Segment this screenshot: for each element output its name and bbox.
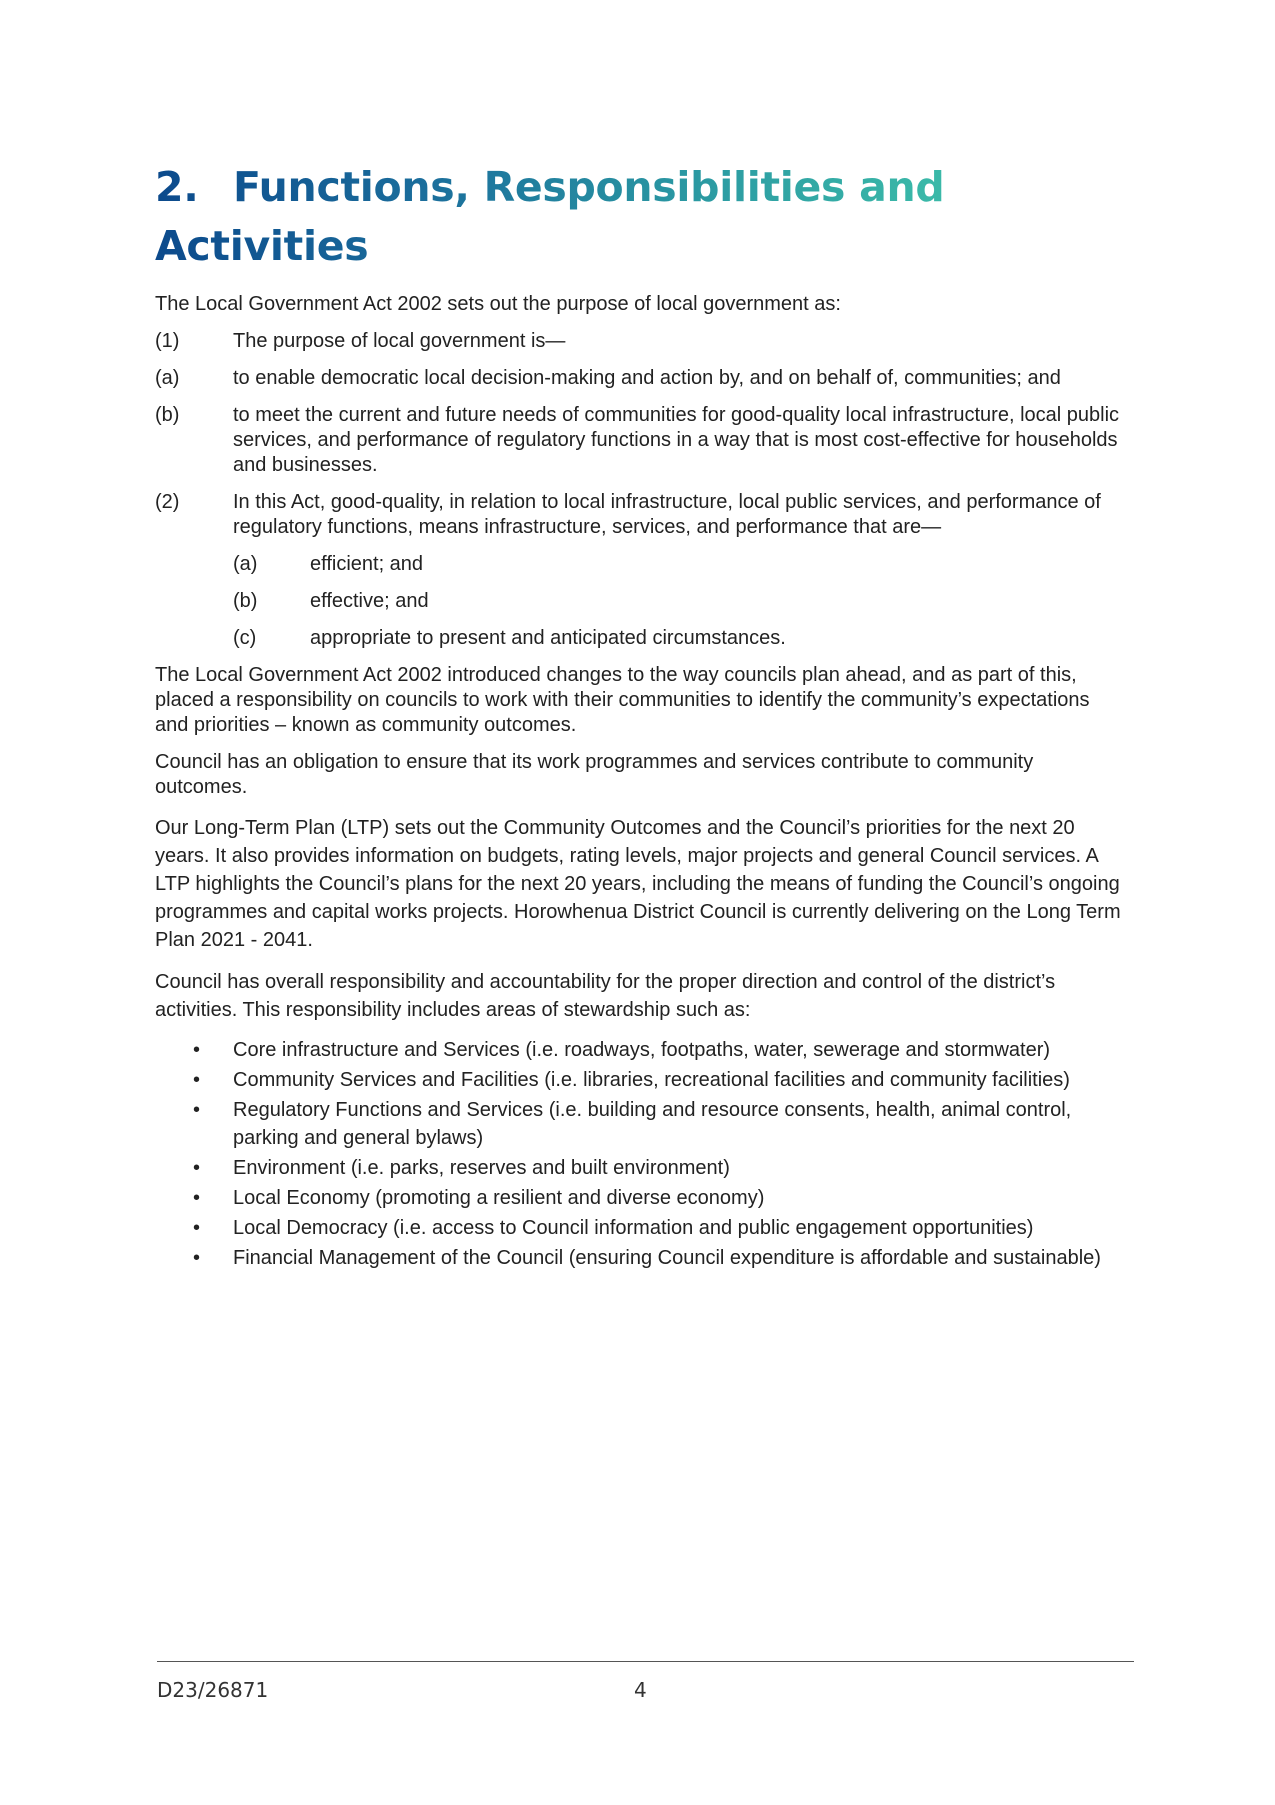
paragraph-community-outcomes: The Local Government Act 2002 introduced changes to the way councils plan ahead, and as part of this, placed a responsibility on councils to work with their communities to identify the community’s expectations and priorities – known as community outcomes. (155, 664, 1090, 736)
act-clause-a (155, 366, 1123, 391)
section-number: 2. (155, 163, 199, 211)
subclause-label: (b) (233, 590, 258, 612)
subclause-label: (c) (233, 627, 257, 649)
section-title-line2: Activities (155, 222, 369, 270)
paragraph-obligation: Council has an obligation to ensure that its work programmes and services contribute to community outcomes. (155, 751, 1034, 798)
bullet-icon: • (193, 1247, 201, 1269)
list-item-text: Community Services and Facilities (i.e. libraries, recreational facilities and community facilities) (233, 1069, 1070, 1091)
paragraph-responsibility: Council has overall responsibility and accountability for the proper direction and control of the district’s activities. This responsibility includes areas of stewardship such as: (155, 971, 1056, 1021)
act-subclause-c (233, 626, 1123, 651)
clause-label: (2) (155, 491, 180, 513)
section-heading (155, 158, 1123, 276)
clause-label: (1) (155, 330, 180, 352)
paragraph-long-term-plan: Our Long-Term Plan (LTP) sets out the Community Outcomes and the Council’s priorities for the next 20 years. It also provides information on budgets, rating levels, major projects and general Council services. A LTP highlights the Council’s plans for the next 20 years, including the means of funding the Council’s ongoing programmes and capital works projects. Horowhenua District Council is currently delivering on the Long Term Plan 2021 - 2041. (155, 817, 1121, 951)
bullet-icon: • (193, 1157, 201, 1179)
list-item (155, 1184, 1123, 1212)
act-subclause-b (233, 589, 1123, 614)
list-item-text: Regulatory Functions and Services (i.e. building and resource consents, health, animal control, parking and general bylaws) (233, 1099, 1072, 1149)
bullet-icon: • (193, 1099, 201, 1121)
bullet-icon: • (193, 1187, 201, 1209)
bullet-icon: • (193, 1217, 201, 1239)
list-item (155, 1244, 1123, 1272)
clause-text: to enable democratic local decision-making and action by, and on behalf of, communities; and (233, 367, 1061, 389)
subclause-text: appropriate to present and anticipated circumstances. (310, 627, 786, 649)
page-number: 4 (634, 1678, 647, 1702)
clause-text: The purpose of local government is— (233, 330, 566, 352)
list-item (155, 1066, 1123, 1094)
page-content (155, 158, 1123, 1274)
intro-paragraph: The Local Government Act 2002 sets out the purpose of local government as: (155, 293, 841, 315)
clause-text: In this Act, good-quality, in relation to local infrastructure, local public services, and performance of regulatory functions, means infrastructure, services, and performance that are— (233, 491, 1101, 538)
act-clause-2 (155, 490, 1123, 540)
clause-text: to meet the current and future needs of communities for good-quality local infrastructure, local public services, and performance of regulatory functions in a way that is most cost-effective for households and businesses. (233, 404, 1120, 476)
list-item (155, 1214, 1123, 1242)
subclause-text: efficient; and (310, 553, 424, 575)
list-item (155, 1154, 1123, 1182)
list-item (155, 1096, 1123, 1152)
bullet-icon: • (193, 1039, 201, 1061)
clause-label: (a) (155, 367, 180, 389)
list-item-text: Core infrastructure and Services (i.e. roadways, footpaths, water, sewerage and stormwater) (233, 1039, 1051, 1061)
bullet-icon: • (193, 1069, 201, 1091)
list-item-text: Environment (i.e. parks, reserves and built environment) (233, 1157, 730, 1179)
list-item (155, 1036, 1123, 1064)
footer-divider (157, 1661, 1134, 1662)
stewardship-list (155, 1036, 1123, 1272)
subclause-text: effective; and (310, 590, 429, 612)
act-clause-1 (155, 329, 1123, 354)
act-subclause-a (233, 552, 1123, 577)
list-item-text: Local Economy (promoting a resilient and diverse economy) (233, 1187, 765, 1209)
act-clause-b (155, 403, 1123, 478)
list-item-text: Financial Management of the Council (ensuring Council expenditure is affordable and sustainable) (233, 1247, 1101, 1269)
list-item-text: Local Democracy (i.e. access to Council information and public engagement opportunities) (233, 1217, 1034, 1239)
clause-label: (b) (155, 404, 180, 426)
section-title-line1: Functions, Responsibilities and (233, 163, 945, 211)
document-id: D23/26871 (157, 1678, 269, 1702)
subclause-label: (a) (233, 553, 258, 575)
